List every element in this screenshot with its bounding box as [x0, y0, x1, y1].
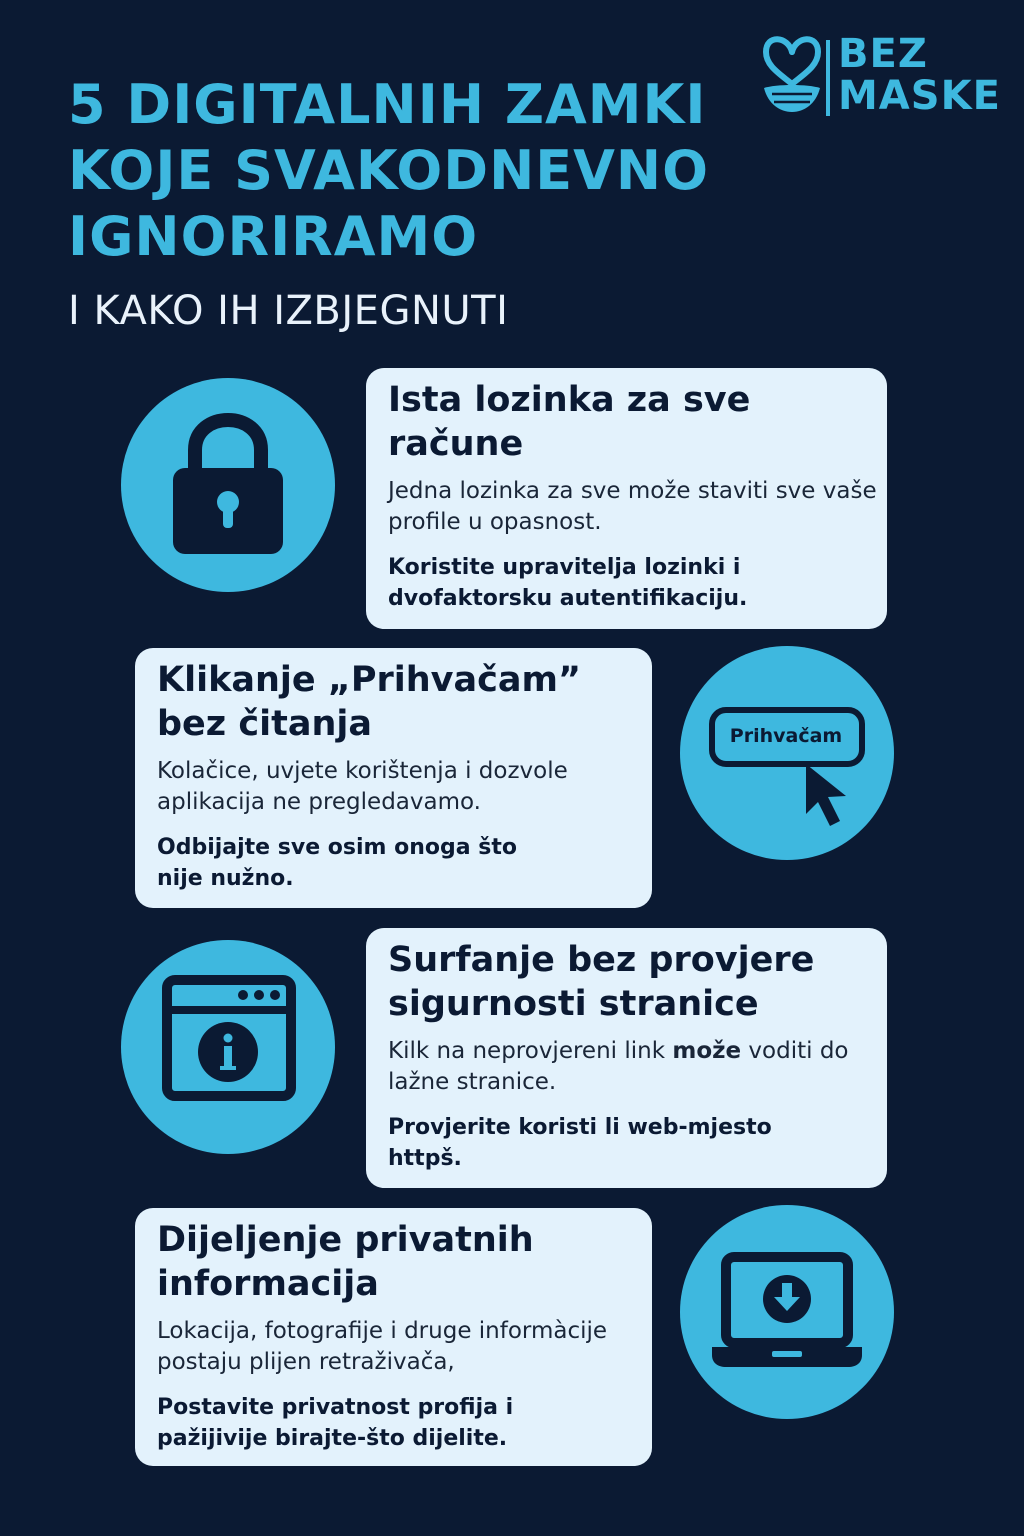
desc-bold: može — [672, 1038, 742, 1064]
browser-info-icon — [121, 940, 335, 1154]
logo-word-bez: BEZ — [838, 31, 928, 77]
desc-part: voditi do lažne stranice. — [388, 1038, 849, 1095]
laptop-download-icon — [680, 1205, 894, 1419]
padlock-circle — [121, 378, 335, 592]
brand-logo — [758, 26, 1001, 119]
trap-card-4 — [135, 1208, 652, 1466]
title-line-2: KOJE SVAKODNEVNO — [68, 139, 710, 202]
trap-tip: Postavite privatnost profija i pažijivije birajte-što dijelite. — [157, 1395, 514, 1451]
trap-tip: Odbijajte sve osim onoga što nije nužno. — [157, 835, 517, 891]
trap-description: Lokacija, fotografije i druge informàcije postaju plijen retraživača, — [157, 1318, 608, 1375]
logo-divider — [826, 40, 830, 116]
trap-tip: Provjerite koristi li web-mjesto httpš. — [388, 1115, 772, 1171]
browser-circle — [121, 940, 335, 1154]
logo-word-maske: MASKE — [838, 73, 1001, 119]
desc-part: Kilk na neprovjereni link — [388, 1038, 673, 1064]
padlock-icon — [121, 378, 335, 592]
trap-title: Dijeljenje privatnih informacija — [157, 1220, 534, 1304]
laptop-circle — [680, 1205, 894, 1419]
trap-tip: Koristite upravitelja lozinki i dvofaktorsku autentifikaciju. — [388, 555, 748, 611]
title-line-1: 5 DIGITALNIH ZAMKI — [68, 73, 707, 136]
accept-button-label: Prihvačam — [729, 725, 843, 747]
mask-heart-icon — [758, 26, 828, 116]
page-subtitle: I KAKO IH IZBJEGNUTI — [68, 288, 509, 334]
trap-card-1 — [366, 368, 887, 629]
title-line-3: IGNORIRAMO — [68, 205, 479, 268]
trap-description: Kolačice, uvjete korištenja i dozvole aplikacija ne pregledavamo. — [157, 758, 568, 815]
accept-circle — [680, 646, 894, 860]
trap-card-3 — [366, 928, 887, 1188]
trap-title: Ista lozinka za sve račune — [388, 380, 751, 464]
trap-description: Jedna lozinka za sve može staviti sve vaše profile u opasnost. — [388, 478, 877, 535]
trap-description — [388, 1036, 887, 1098]
page-title — [68, 72, 768, 270]
trap-title: Klikanje „Prihvačam” bez čitanja — [157, 660, 581, 744]
trap-card-2 — [135, 648, 652, 908]
trap-title: Surfanje bez provjere sigurnosti stranice — [388, 940, 815, 1024]
accept-button-cursor-icon — [680, 646, 894, 860]
